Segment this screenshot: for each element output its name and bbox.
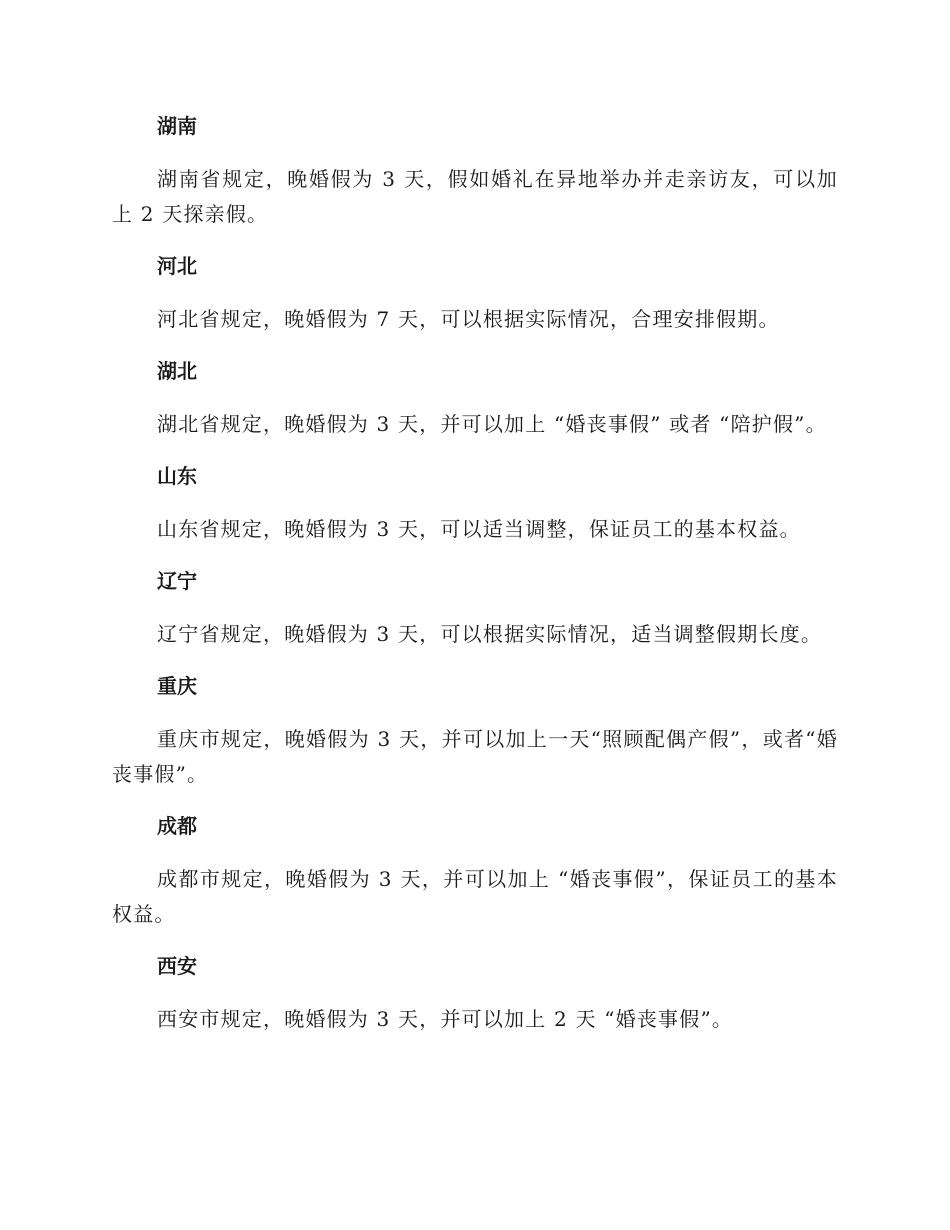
section-heading: 成都 — [157, 814, 197, 838]
section-heading: 重庆 — [157, 674, 197, 698]
section-paragraph: 成都市规定，晚婚假为 3 天，并可以加上 “婚丧事假”，保证员工的基本权益。 — [112, 867, 838, 926]
section-hunan — [112, 110, 838, 232]
section-heading: 辽宁 — [157, 569, 197, 593]
section-heading: 河北 — [157, 254, 197, 278]
section-xian — [112, 950, 838, 1037]
section-paragraph: 西安市规定，晚婚假为 3 天，并可以加上 2 天 “婚丧事假”。 — [157, 1007, 734, 1031]
section-chongqing — [112, 670, 838, 792]
section-shandong — [112, 460, 838, 547]
section-paragraph: 湖南省规定，晚婚假为 3 天，假如婚礼在异地举办并走亲访友，可以加上 2 天探亲假。 — [112, 167, 838, 226]
section-chengdu — [112, 810, 838, 932]
section-hubei — [112, 355, 838, 442]
section-paragraph: 山东省规定，晚婚假为 3 天，可以适当调整，保证员工的基本权益。 — [157, 517, 801, 541]
section-paragraph: 辽宁省规定，晚婚假为 3 天，可以根据实际情况，适当调整假期长度。 — [157, 622, 823, 646]
section-heading: 西安 — [157, 954, 197, 978]
section-heading: 湖北 — [157, 359, 197, 383]
section-paragraph: 湖北省规定，晚婚假为 3 天，并可以加上 “婚丧事假” 或者 “陪护假”。 — [157, 412, 827, 436]
section-paragraph: 河北省规定，晚婚假为 7 天，可以根据实际情况，合理安排假期。 — [157, 307, 780, 331]
section-paragraph: 重庆市规定，晚婚假为 3 天，并可以加上一天“照顾配偶产假”，或者“婚丧事假”。 — [112, 727, 838, 786]
section-heading: 湖南 — [157, 114, 197, 138]
section-liaoning — [112, 565, 838, 652]
section-heading: 山东 — [157, 464, 197, 488]
section-hebei — [112, 250, 838, 337]
